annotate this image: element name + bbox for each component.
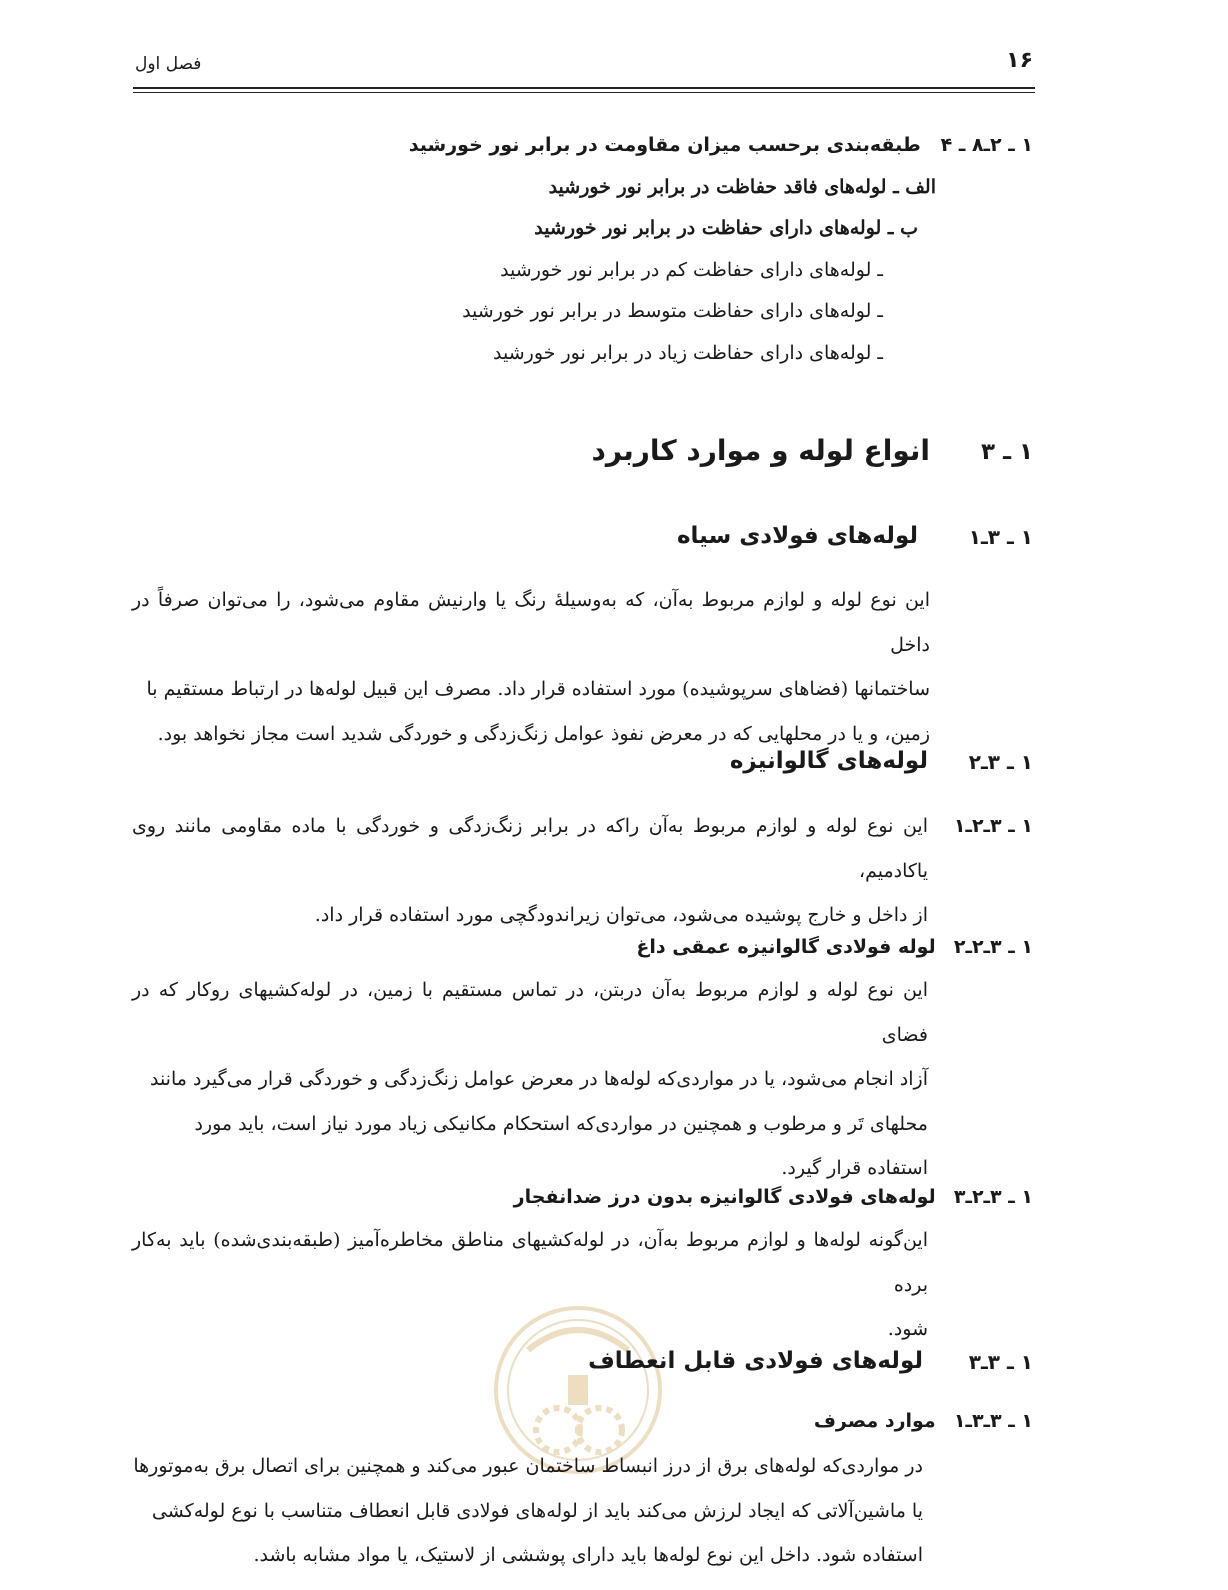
paragraph-line: از داخل و خارج پوشیده می‌شود، می‌توان زیراندودگچی مورد استفاده قرار داد. (314, 904, 928, 926)
paragraph-line: استفاده شود. داخل این نوع لوله‌ها باید دارای پوششی از لاستیک، یا مواد مشابه باشد. (253, 1544, 923, 1566)
paragraph (132, 968, 928, 1191)
paragraph-line: یا ماشین‌آلاتی که ایجاد لرزش می‌کند باید از لوله‌های فولادی قابل انعطاف متناسب با نوع لوله‌کشی (151, 1499, 923, 1522)
section-title: انواع لوله و موارد کاربرد (591, 434, 930, 467)
clause-heading (514, 1184, 1033, 1210)
classification-heading (409, 132, 1033, 158)
paragraph-line: آزاد انجام می‌شود، یا در مواردی‌که لوله‌ها در معرض عوامل زنگ‌زدگی و خوردگی قرار می‌گیرد مانند (149, 1068, 928, 1090)
subsection-heading (969, 524, 1033, 551)
clause-number (954, 813, 1033, 839)
clause-title: موارد مصرف (813, 1410, 936, 1432)
paragraph-line: استفاده قرار گیرد. (781, 1157, 928, 1179)
clause-number: ۱ ـ ۳ـ۲ـ۲ (953, 936, 1033, 958)
paragraph-line: محلهای تَر و مرطوب و همچنین در مواردی‌که استحکام مکانیکی زیاد مورد نیاز است، باید مورد (194, 1112, 928, 1135)
subsection-heading (969, 749, 1033, 776)
classification-title: طبقه‌بندی برحسب میزان مقاومت در برابر نور خورشید (408, 134, 921, 156)
paragraph (132, 1444, 923, 1578)
clause-heading (636, 934, 1033, 960)
paragraph-line: زمین، و یا در محلهایی که در معرض نفوذ عوامل زنگ‌زدگی و خوردگی شدید است مجاز نخواهد بود. (157, 722, 930, 745)
running-header (133, 48, 1033, 88)
subsection-number: ۱ ـ ۳ـ۲ (968, 750, 1033, 774)
classification-item-b: ب ـ لوله‌های دارای حفاظت در برابر نور خورشید (534, 217, 918, 239)
paragraph (132, 804, 928, 938)
clause-title: لوله‌های فولادی گالوانیزه بدون درز ضدانفجار (513, 1186, 936, 1208)
paragraph-line: این نوع لوله و لوازم مربوط به‌آن، که به‌وسیلهٔ رنگ یا وارنیش مقاوم می‌شود، را می‌توان صرفاً در داخل (132, 589, 930, 656)
paragraph-line: این نوع لوله و لوازم مربوط به‌آن دربتن، در تماس مستقیم با زمین، در لوله‌کشیهای روکار که در فضای (132, 979, 928, 1046)
clause-heading (814, 1408, 1033, 1434)
header-rule-thin (133, 92, 1035, 93)
classification-sub-item: ـ لوله‌های دارای حفاظت متوسط در برابر نور خورشید (462, 300, 883, 322)
section-heading (981, 436, 1033, 468)
subsection-title: لوله‌های گالوانیزه (729, 748, 928, 774)
clause-number: ۱ ـ ۳ـ۳ـ۱ (953, 1410, 1033, 1432)
paragraph-line: ساختمانها (فضاهای سرپوشیده) مورد استفاده قرار داد. مصرف این قبیل لوله‌ها در ارتباط مستقیم با (146, 678, 930, 700)
header-rule (133, 87, 1035, 89)
subsection-title: لوله‌های فولادی قابل انعطاف (588, 1348, 923, 1374)
clause-title: لوله فولادی گالوانیزه عمقی داغ (636, 936, 936, 958)
classification-item-a: الف ـ لوله‌های فاقد حفاظت در برابر نور خورشید (548, 176, 936, 198)
subsection-number: ۱ ـ ۳ـ۱ (968, 525, 1033, 549)
classification-sub-item: ـ لوله‌های دارای حفاظت زیاد در برابر نور خورشید (493, 342, 883, 364)
subsection-number: ۱ ـ ۳ـ۳ (968, 1350, 1033, 1374)
subsection-title: لوله‌های فولادی سیاه (676, 523, 918, 549)
page-number: ۱۶ (1006, 48, 1033, 73)
paragraph (132, 578, 930, 756)
chapter-title: فصل اول (135, 54, 202, 74)
classification-sub-item: ـ لوله‌های دارای حفاظت کم در برابر نور خورشید (500, 259, 883, 281)
paragraph-line: شود. (887, 1318, 928, 1340)
subsection-heading (969, 1349, 1033, 1376)
paragraph-line: این‌گونه لوله‌ها و لوازم مربوط به‌آن، در لوله‌کشیهای مناطق مخاطره‌آمیز (طبقه‌بندی‌شده) باید به‌کار برده (132, 1229, 928, 1296)
clause-number-text: ۱ ـ ۳ـ۲ـ۱ (953, 815, 1033, 837)
paragraph-line: این نوع لوله و لوازم مربوط به‌آن راکه در برابر زنگ‌زدگی و خوردگی با ماده مقاومی مانند روی یاکادمیم، (132, 815, 928, 882)
clause-number: ۱ ـ ۳ـ۲ـ۳ (953, 1186, 1033, 1208)
section-number: ۱ ـ ۳ (981, 439, 1033, 465)
classification-number: ۱ ـ ۲ـ۸ ـ ۴ (940, 134, 1033, 156)
paragraph-line: در مواردی‌که لوله‌های برق از درز انبساط ساختمان عبور می‌کند و همچنین برای اتصال برق به‌موتورها (133, 1455, 923, 1477)
